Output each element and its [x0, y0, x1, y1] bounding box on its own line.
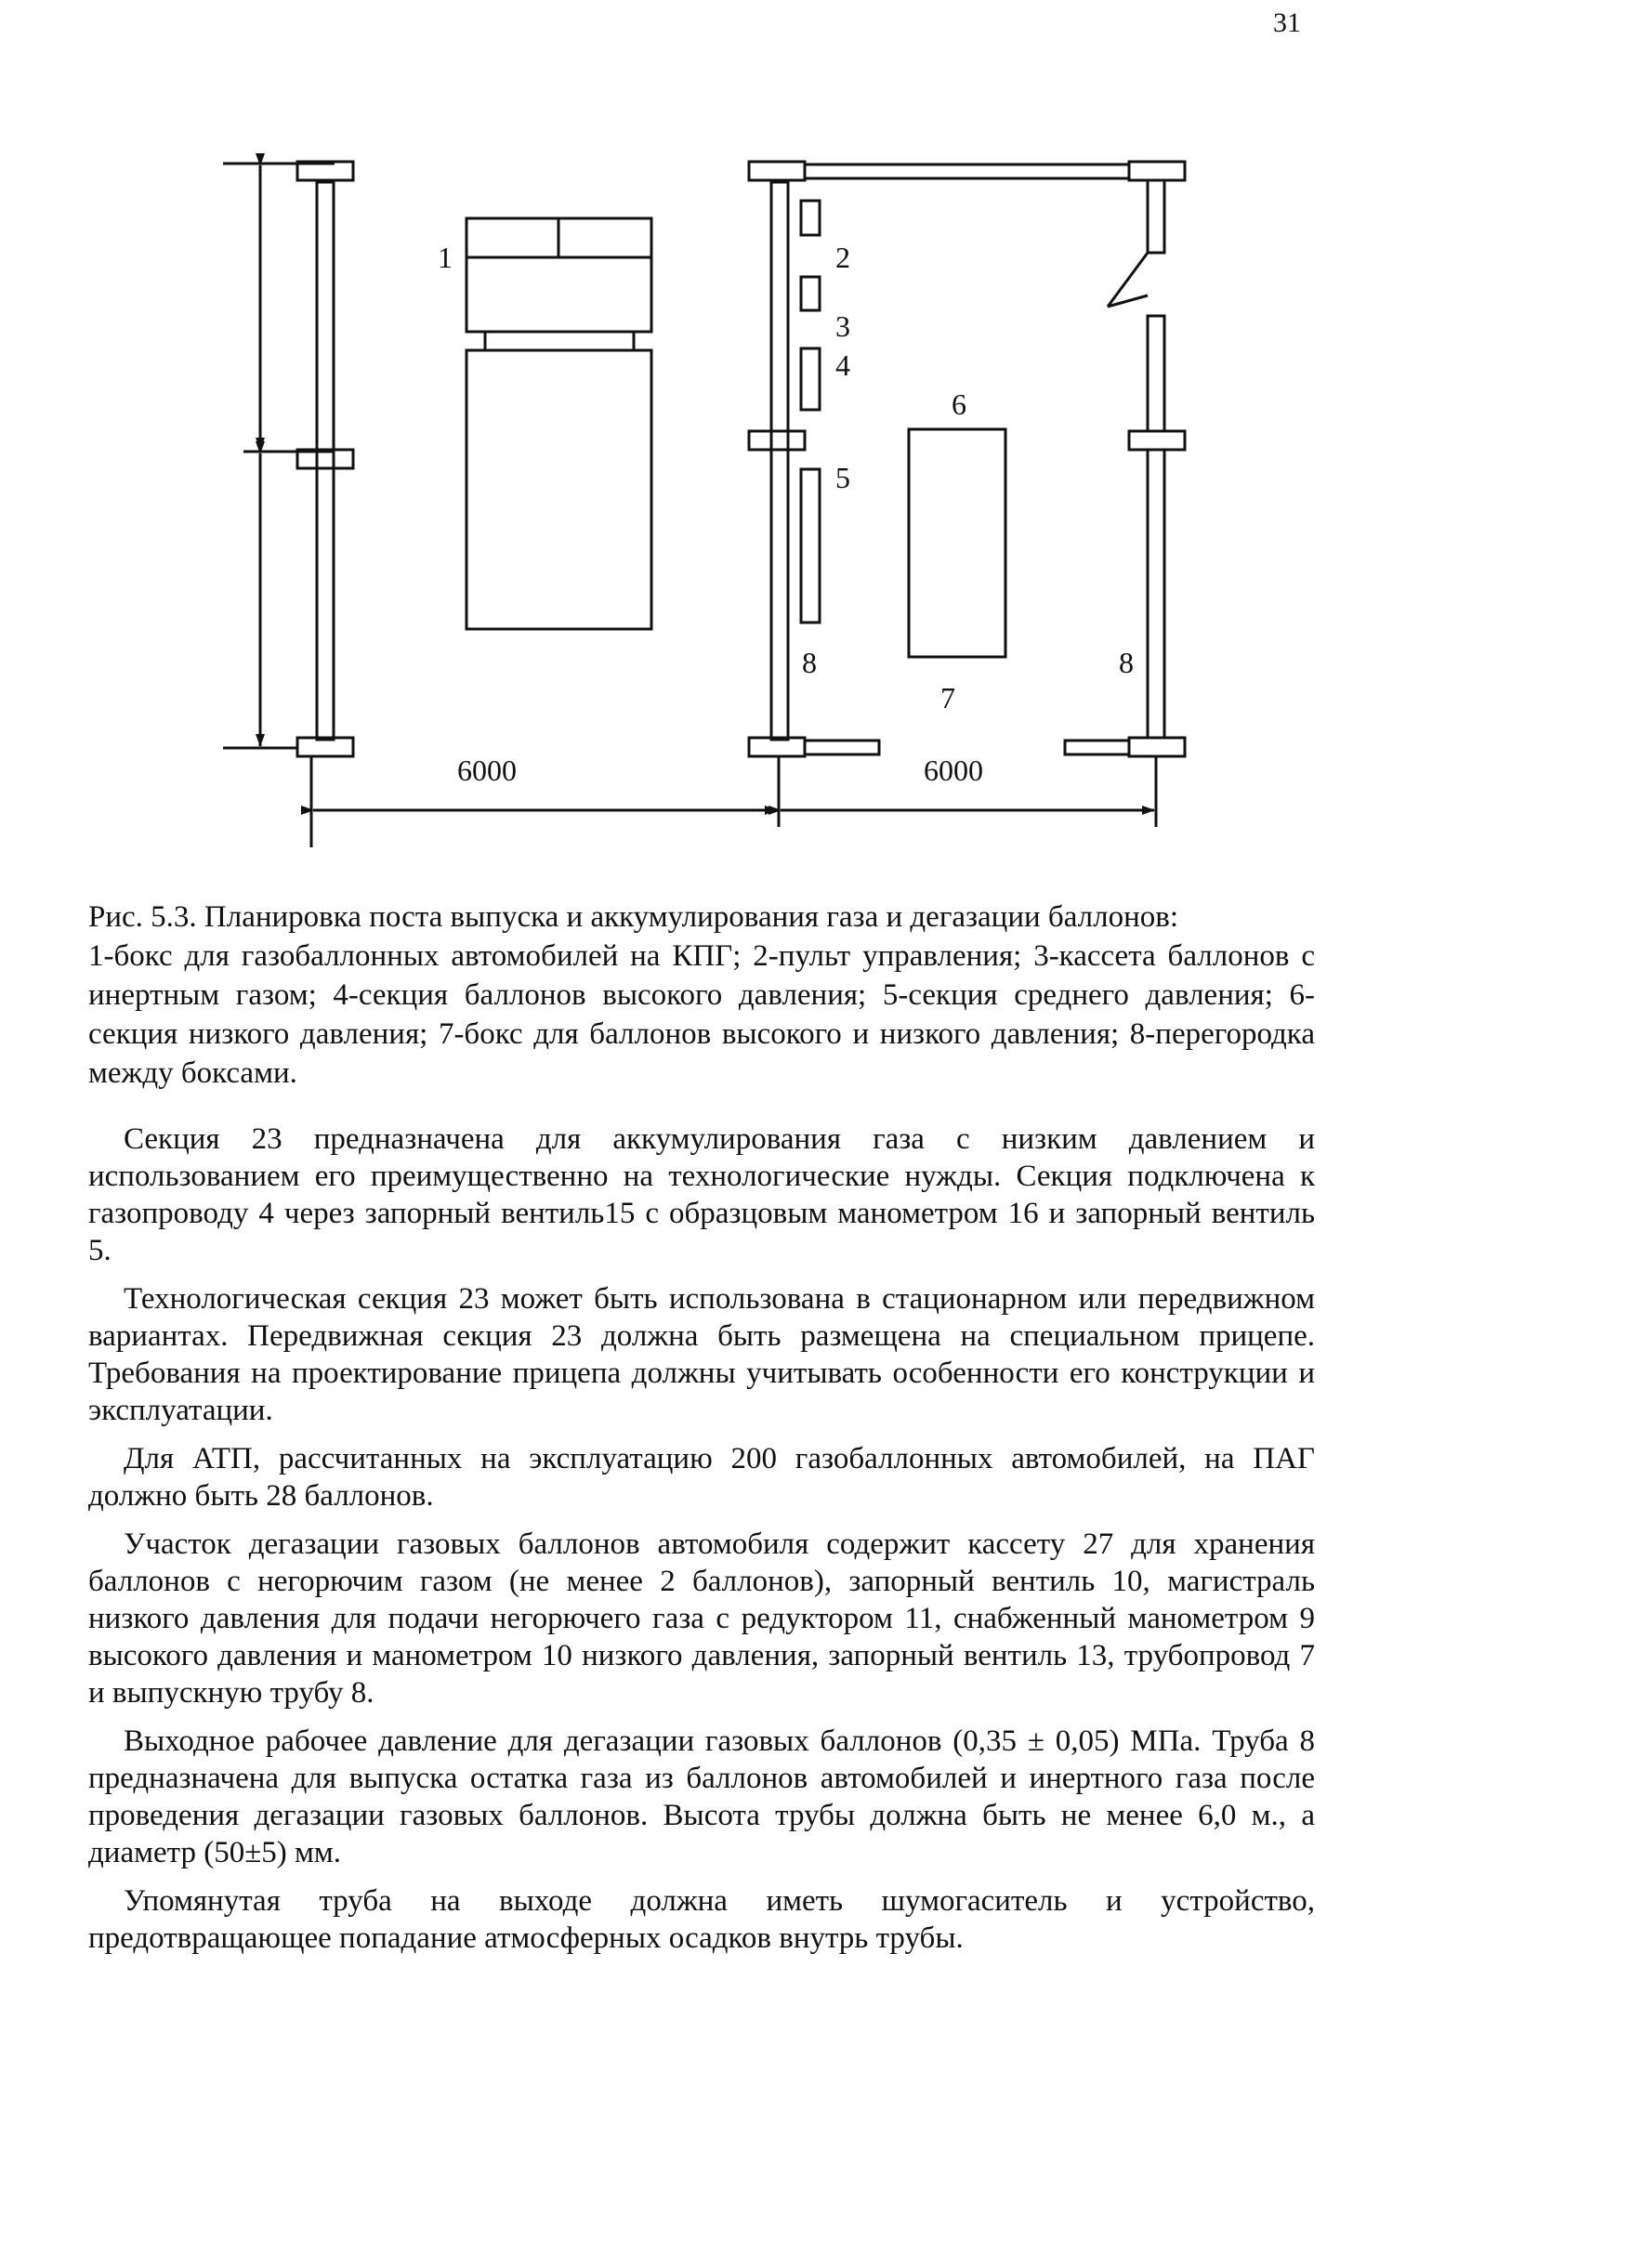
wall-right [1148, 180, 1164, 253]
control-panel-2 [801, 201, 820, 235]
label-3: 3 [835, 309, 850, 343]
floor-plan-drawing [0, 0, 1629, 873]
paragraph: Секция 23 предназначена для аккумулирования газа с низким давлением и использованием его преимущественно на технологические нужды. Секция подключена к газопроводу 4 через запорный вентиль15 с образцовым манометром 16 и запорный вентиль 5. [88, 1122, 1315, 1267]
caption-title: Рис. 5.3. Планировка поста выпуска и аккумулирования газа и дегазации баллонов: [88, 900, 1178, 934]
label-6: 6 [952, 387, 966, 421]
high-pressure-section-4 [801, 348, 820, 410]
paragraph: Упомянутая труба на выходе должна иметь шумогаситель и устройство, предотвращающее попадание атмосферных осадков внутрь трубы. [88, 1884, 1315, 1955]
paragraph: Выходное рабочее давление для дегазации газовых баллонов (0,35 ± 0,05) МПа. Труба 8 предназначена для выпуска остатка газа из баллонов автомобилей и инертного газа после проведения дегазации газовых баллонов. Высота трубы должна быть не менее 6,0 м., а диаметр (50±5) мм. [88, 1724, 1315, 1869]
medium-pressure-section-5 [801, 469, 820, 623]
paragraph: Технологическая секция 23 может быть использована в стационарном или передвижном вариантах. Передвижная секция 23 должна быть размещена на специальном прицепе. Требования на проектирование прицепа должны учитывать особенности его конструкции и эксплуатации. [88, 1282, 1315, 1427]
low-pressure-section-6 [909, 429, 1005, 657]
paragraph: Для АТП, рассчитанных на эксплуатацию 200 газобаллонных автомобилей, на ПАГ должно быть 28 баллонов. [88, 1442, 1315, 1513]
label-1: 1 [438, 241, 453, 274]
dimension-left: 6000 [457, 754, 517, 787]
label-8-right: 8 [1119, 646, 1134, 679]
page-number: 31 [1273, 7, 1301, 38]
label-8-left: 8 [802, 646, 817, 679]
caption-legend: 1-бокс для газобаллонных автомобилей на КПГ; 2-пульт управления; 3-кассета баллонов с инертным газом; 4-секция баллонов высокого давления; 5-секция среднего давления; 6-секция низкого давления; 7-бокс для баллонов высокого и низкого давления; 8-перегородка между боксами. [88, 939, 1315, 1090]
label-7: 7 [940, 681, 955, 714]
body-text [88, 1121, 1315, 1968]
paragraph: Участок дегазации газовых баллонов автомобиля содержит кассету 27 для хранения баллонов с негорючим газом (не менее 2 баллонов), запорный вентиль 10, магистраль низкого давления для подачи негорючего газа с редуктором 11, снабженный манометром 9 высокого давления и манометром 10 низкого давления, запорный вентиль 13, трубопровод 7 и выпускную трубу 8. [88, 1527, 1315, 1710]
label-5: 5 [835, 461, 850, 494]
wall-left [317, 182, 334, 740]
label-2: 2 [835, 241, 850, 274]
figure-caption [88, 898, 1315, 1093]
label-4: 4 [835, 348, 850, 382]
wall-middle [771, 182, 788, 740]
dimension-right: 6000 [924, 754, 983, 787]
gas-cassette-3 [801, 277, 820, 310]
